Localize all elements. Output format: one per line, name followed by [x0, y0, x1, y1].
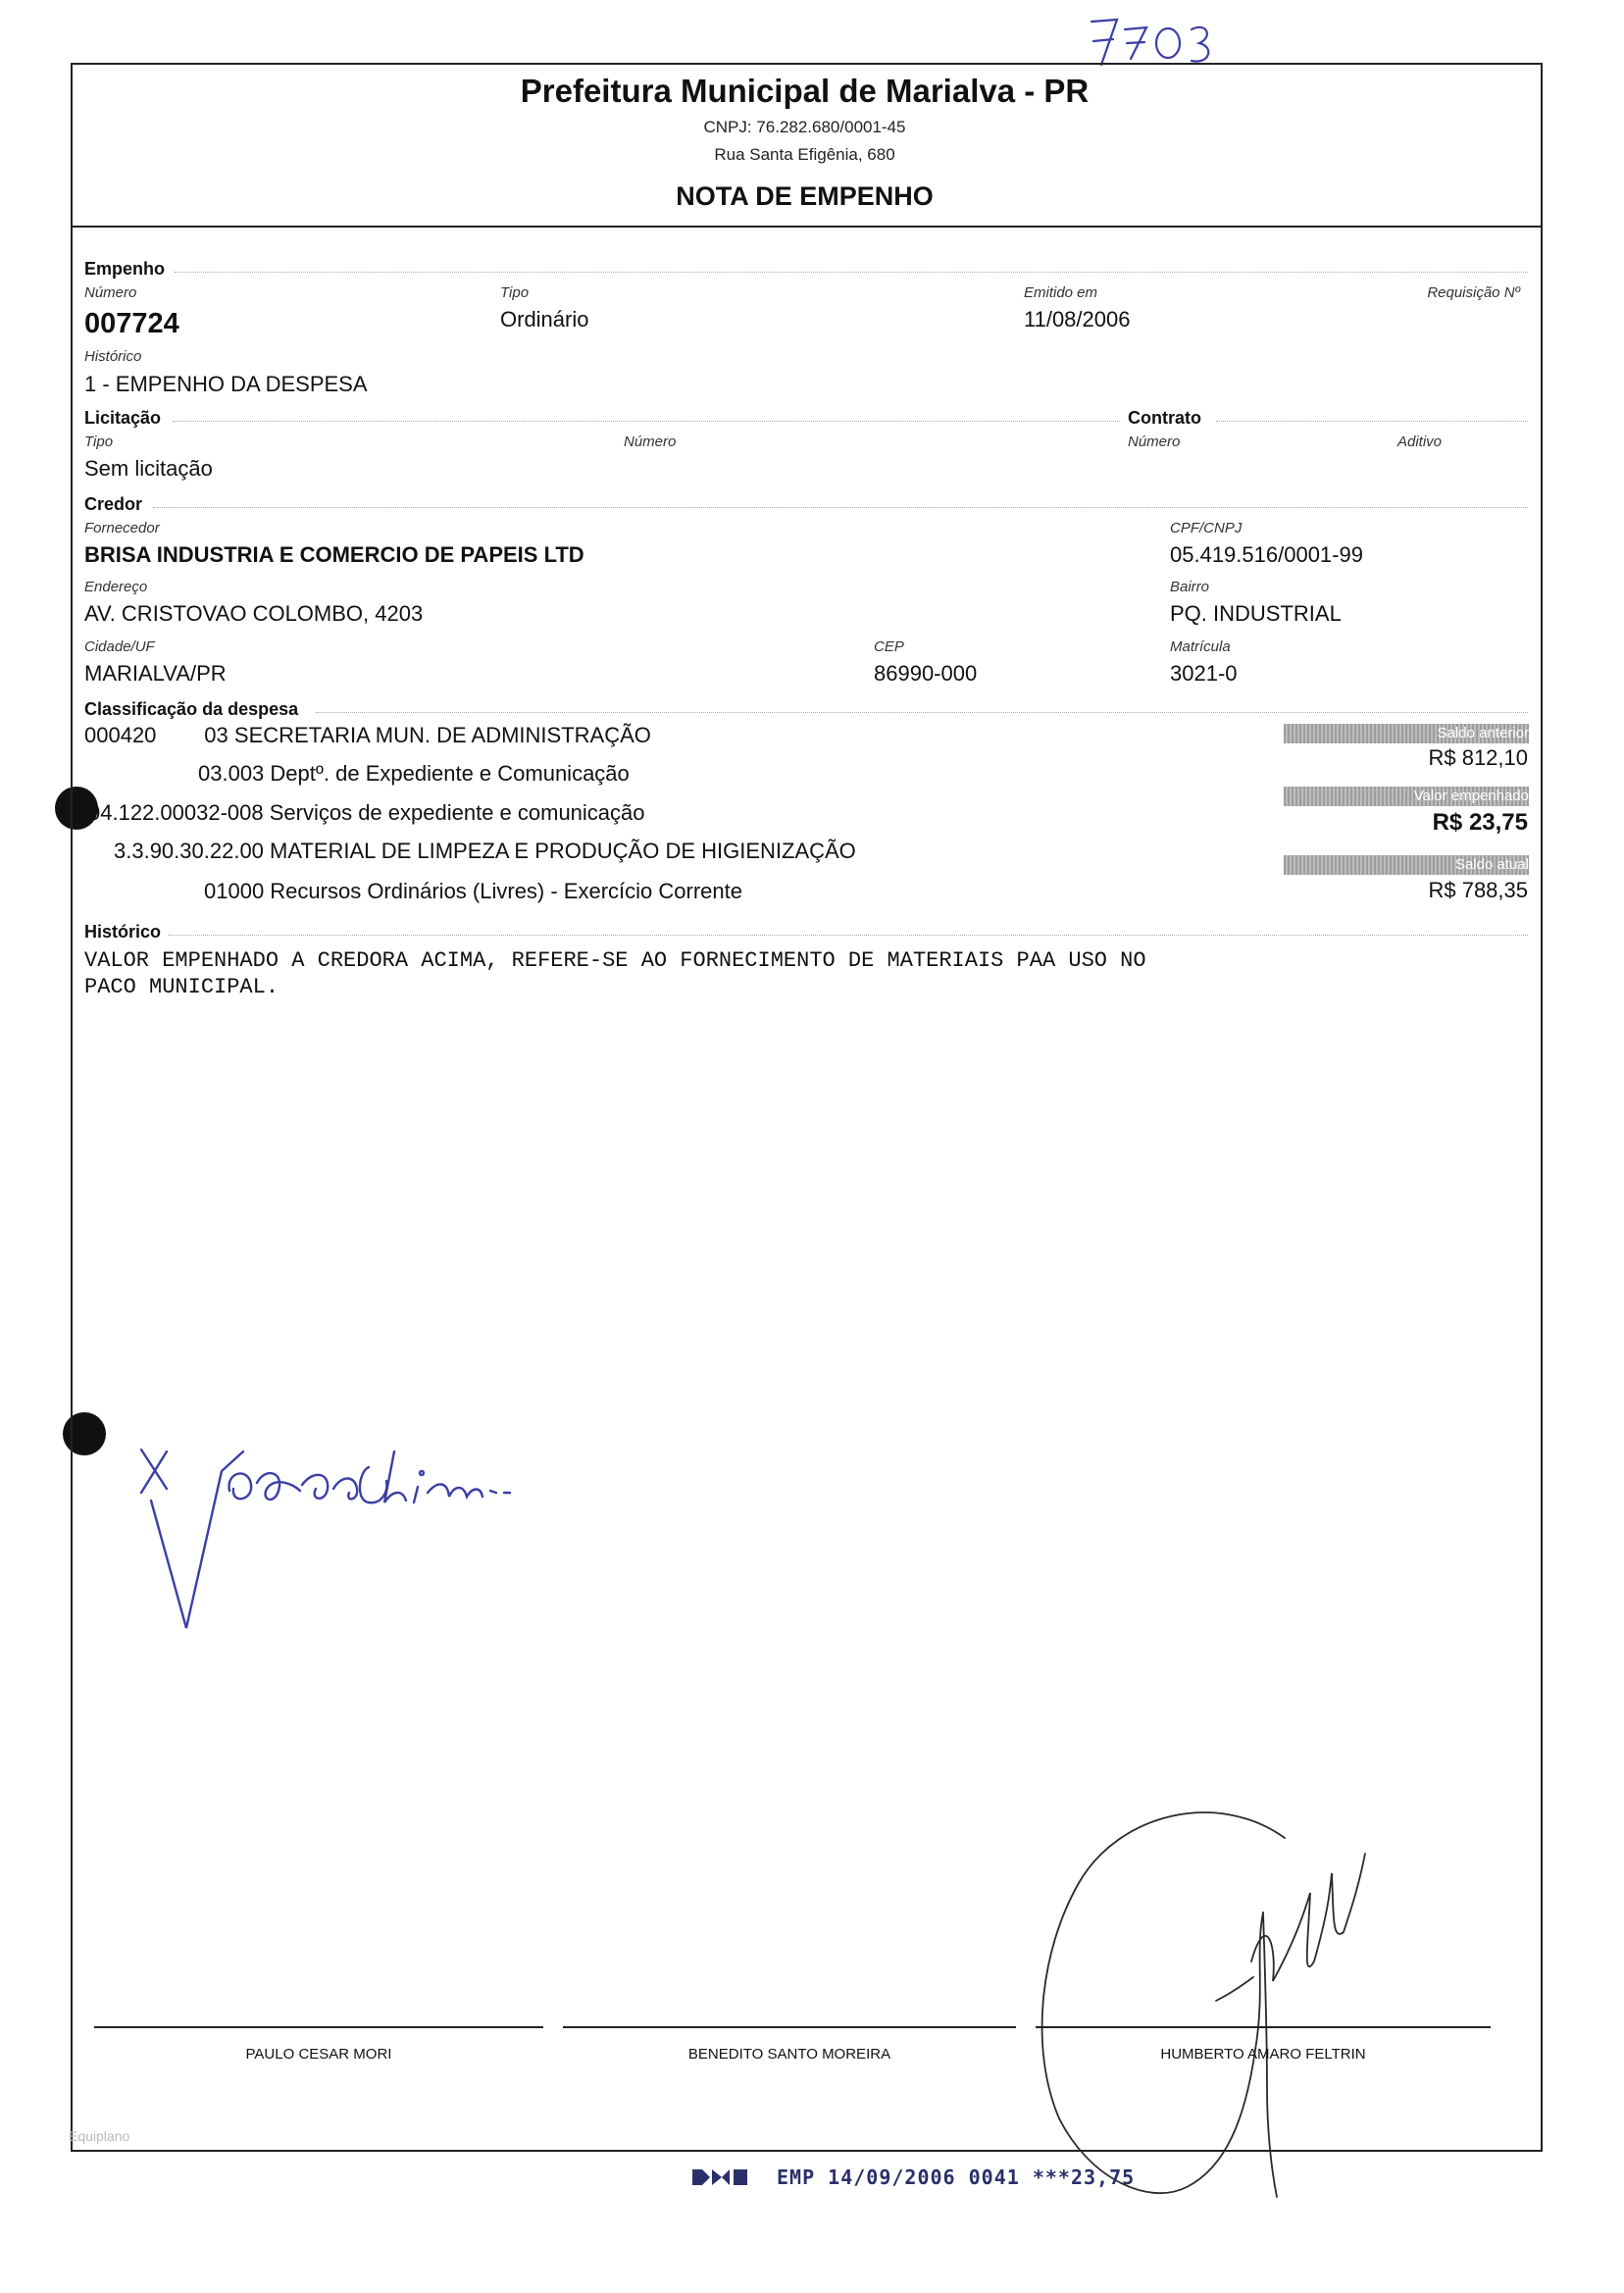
signature-line [94, 2026, 543, 2028]
footer-mark: Equiplano [69, 2128, 130, 2144]
contrato-aditivo-label: Aditivo [1397, 433, 1443, 450]
requisicao-label: Requisição Nº [1427, 284, 1520, 301]
cidade-value: MARIALVA/PR [84, 661, 227, 686]
licitacao-tipo-label: Tipo [84, 433, 114, 450]
numero-label: Número [84, 284, 137, 301]
section-empenho: Empenho [84, 259, 166, 279]
section-rule [169, 935, 1528, 936]
endereco-value: AV. CRISTOVAO COLOMBO, 4203 [84, 601, 424, 626]
matricula-label: Matrícula [1170, 638, 1231, 655]
section-rule [173, 421, 1120, 422]
handwritten-page-number [1084, 8, 1231, 69]
saldo-atual-value: R$ 788,35 [1428, 878, 1528, 902]
valor-empenhado-label: Valor empenhado [1413, 788, 1529, 804]
section-licitacao: Licitação [84, 408, 162, 428]
signature-line [563, 2026, 1016, 2028]
cnpj-line: CNPJ: 76.282.680/0001-45 [703, 118, 906, 136]
section-rule [316, 712, 1528, 713]
signatory-name: HUMBERTO AMARO FELTRIN [1160, 2046, 1366, 2063]
section-rule [153, 507, 1528, 508]
municipality-title: Prefeitura Municipal de Marialva - PR [520, 73, 1090, 109]
classificacao-line: 04.122.00032-008 Serviços de expediente e comunicação [88, 800, 645, 825]
signature-line [1036, 2026, 1491, 2028]
cpf-value: 05.419.516/0001-99 [1170, 542, 1363, 567]
saldo-anterior-label: Saldo anterior [1437, 725, 1529, 741]
document-title: NOTA DE EMPENHO [676, 181, 934, 211]
section-historico: Histórico [84, 922, 162, 942]
contrato-numero-label: Número [1128, 433, 1181, 450]
signatory-name: BENEDITO SANTO MOREIRA [687, 2046, 891, 2063]
stamp-logo [692, 2167, 737, 2185]
header-divider [71, 226, 1541, 228]
bairro-value: PQ. INDUSTRIAL [1170, 601, 1342, 626]
licitacao-numero-label: Número [624, 433, 677, 450]
saldo-atual-label: Saldo atual [1454, 856, 1529, 873]
section-credor: Credor [84, 494, 143, 514]
section-classificacao: Classificação da despesa [84, 699, 299, 719]
classificacao-line: 01000 Recursos Ordinários (Livres) - Exercício Corrente [204, 879, 742, 903]
historico-text: VALOR EMPENHADO A CREDORA ACIMA, REFERE-SE AO FORNECIMENTO DE MATERIAIS PAA USO NO PACO MUNICIPAL. [84, 948, 1146, 999]
saldo-anterior-bar [1284, 724, 1529, 743]
cep-label: CEP [874, 638, 904, 655]
signature-scrawl [1020, 1795, 1393, 2217]
classificacao-line: 03.003 Deptº. de Expediente e Comunicação [198, 761, 630, 786]
cep-value: 86990-000 [874, 661, 978, 686]
historico-label: Histórico [84, 348, 142, 365]
handwritten-annotation [127, 1432, 677, 1648]
endereco-label: Endereço [84, 579, 148, 595]
empenho-number: 007724 [84, 308, 179, 339]
fornecedor-label: Fornecedor [84, 520, 160, 536]
section-contrato: Contrato [1128, 408, 1201, 428]
historico-value: 1 - EMPENHO DA DESPESA [84, 372, 368, 396]
fornecedor-value: BRISA INDUSTRIA E COMERCIO DE PAPEIS LTD [84, 542, 584, 567]
emitido-value: 11/08/2006 [1024, 307, 1131, 331]
address-line: Rua Santa Efigênia, 680 [714, 145, 895, 164]
section-rule [175, 272, 1528, 273]
classificacao-line: 3.3.90.30.22.00 MATERIAL DE LIMPEZA E PRODUÇÃO DE HIGIENIZAÇÃO [114, 839, 856, 863]
tipo-label: Tipo [500, 284, 530, 301]
saldo-anterior-value: R$ 812,10 [1428, 745, 1528, 770]
valor-empenhado-value: R$ 23,75 [1432, 809, 1528, 836]
saldo-atual-bar [1284, 855, 1529, 875]
bairro-label: Bairro [1170, 579, 1210, 595]
cidade-label: Cidade/UF [84, 638, 155, 655]
signatory-name: PAULO CESAR MORI [245, 2046, 392, 2063]
cpf-label: CPF/CNPJ [1170, 520, 1243, 536]
valor-empenhado-bar [1284, 787, 1529, 806]
emitido-label: Emitido em [1024, 284, 1098, 301]
matricula-value: 3021-0 [1170, 661, 1238, 686]
licitacao-tipo-value: Sem licitação [84, 456, 213, 481]
tipo-value: Ordinário [500, 307, 589, 331]
section-rule [1216, 421, 1528, 422]
stamp-text: EMP 14/09/2006 0041 ***23,75 [777, 2166, 1136, 2189]
classificacao-line: 000420 03 SECRETARIA MUN. DE ADMINISTRAÇÃO [84, 723, 651, 747]
